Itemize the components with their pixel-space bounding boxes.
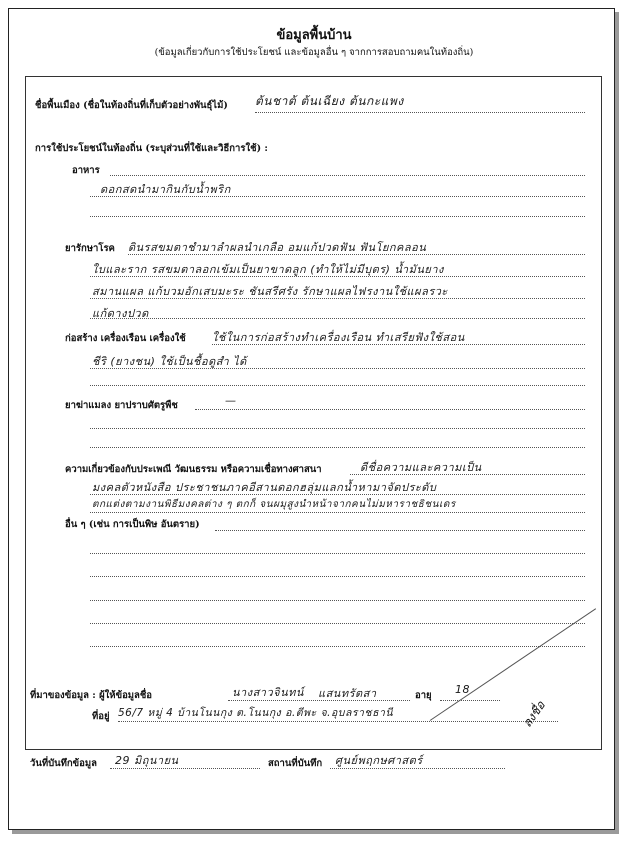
medicine-line-3: สมานแผล แก้บวมอักเสบมะระ ชันสรีศรัง รักษาแผลไฟรงานใช้แผลรวะ — [92, 285, 448, 298]
dotted-line — [90, 428, 585, 429]
source-label: ที่มาของข้อมูล : ผู้ให้ข้อมูลชื่อ — [30, 690, 153, 701]
dotted-line — [90, 216, 585, 217]
pesticide-value: — — [225, 394, 237, 407]
local-name-label: ชื่อพื้นเมือง (ชื่อในท้องถิ่นที่เก็บตัวอย่างพันธุ์ไม้) — [35, 100, 228, 111]
informant-name: นางสาวจินทน์ — [232, 686, 304, 699]
dotted-line — [90, 576, 585, 577]
building-line-1: ใช้ในการก่อสร้างทำเครื่องเรือน ทำเสรียฟังใช้สอน — [212, 331, 465, 344]
record-place: ศูนย์พฤกษศาสตร์ — [335, 754, 423, 767]
dotted-line — [90, 600, 585, 601]
informant-address: 56/7 หมู่ 4 บ้านโนนกุง ต.โนนกุง อ.ตีพะ จ.อุบลราชธานี — [118, 707, 394, 719]
dotted-line — [90, 318, 585, 319]
dotted-line — [90, 512, 585, 513]
dotted-line — [90, 494, 585, 495]
dotted-line — [90, 385, 585, 386]
dotted-line — [128, 254, 585, 255]
food-label: อาหาร — [72, 165, 100, 176]
age-label: อายุ — [415, 690, 432, 701]
dotted-line — [90, 368, 585, 369]
dotted-line — [90, 196, 585, 197]
building-line-2: ชีริ (ยางชน) ใช้เป็นชื้อดูสำ ได้ — [92, 355, 247, 368]
pesticide-label: ยาฆ่าแมลง ยาปราบศัตรูพืช — [65, 400, 178, 411]
dotted-line — [228, 700, 410, 701]
informant-age: 18 — [455, 683, 470, 696]
food-value: ดอกสดนำมากินกับน้ำพริก — [100, 183, 231, 196]
record-date-label: วันที่บันทึกข้อมูล — [30, 758, 97, 769]
dotted-line — [90, 623, 585, 624]
page-subtitle: (ข้อมูลเกี่ยวกับการใช้ประโยชน์ และข้อมูลอื่น ๆ จากการสอบถามคนในท้องถิ่น) — [154, 47, 474, 58]
building-label: ก่อสร้าง เครื่องเรือน เครื่องใช้ — [65, 333, 186, 344]
dotted-line — [440, 700, 500, 701]
local-name-value: ต้นชาต้ ต้นเฉียง ต้นกะแพง — [255, 94, 404, 108]
dotted-line — [90, 646, 585, 647]
dotted-line — [90, 553, 585, 554]
record-date: 29 มิถุนายน — [115, 754, 179, 767]
record-place-label: สถานที่บันทึก — [268, 758, 323, 769]
dotted-line — [110, 768, 260, 769]
tradition-line-3: ตกแต่งตามงานพิธีมงคลต่าง ๆ ตกก็ จนผมุสูงนำหน้าจากคนไม่มหาราชธิชนเดร — [92, 499, 456, 510]
medicine-label: ยารักษาโรค — [65, 243, 115, 254]
dotted-line — [195, 409, 585, 410]
dotted-line — [215, 530, 585, 531]
other-label: อื่น ๆ (เช่น การเป็นพิษ อันตราย) — [65, 519, 200, 530]
usage-heading: การใช้ประโยชน์ในท้องถิ่น (ระบุส่วนที่ใช้และวิธีการใช้) : — [35, 143, 268, 154]
dotted-line — [110, 175, 585, 176]
dotted-line — [212, 344, 585, 345]
dotted-line — [255, 112, 585, 113]
form-box — [25, 76, 602, 750]
signature: ลงชื่อ — [519, 698, 548, 730]
dotted-line — [118, 721, 558, 722]
dotted-line — [350, 474, 585, 475]
informant-surname: แสนทรัตสา — [318, 687, 377, 700]
dotted-line — [330, 768, 505, 769]
tradition-line-1: ดีชื่อความและความเป็น — [360, 461, 482, 474]
page-title: ข้อมูลพื้นบ้าน — [276, 28, 352, 43]
address-label: ที่อยู่ — [92, 711, 110, 722]
medicine-line-4: แก้ดางปวด — [92, 307, 149, 320]
dotted-line — [90, 447, 585, 448]
medicine-line-2: ใบและราก รสขมตาลอกเข้มเป็นยาขาดลูก (ทำให้ไม่มีบุตร) น้ำมันยาง — [92, 263, 444, 276]
medicine-line-1: ดินรสขมตาชำมาลำผลนำเกลือ อมแก้ปวดฟัน ฟันโยกคลอน — [128, 241, 427, 254]
dotted-line — [90, 276, 585, 277]
dotted-line — [90, 298, 585, 299]
tradition-label: ความเกี่ยวข้องกับประเพณี วัฒนธรรม หรือความเชื่อทางศาสนา — [65, 464, 322, 475]
tradition-line-2: มงคลตัวหนังสือ ประชาชนภาคอีสานดอกฮลุ่มแลกน้ำหามาจัดประดับ — [92, 481, 437, 494]
